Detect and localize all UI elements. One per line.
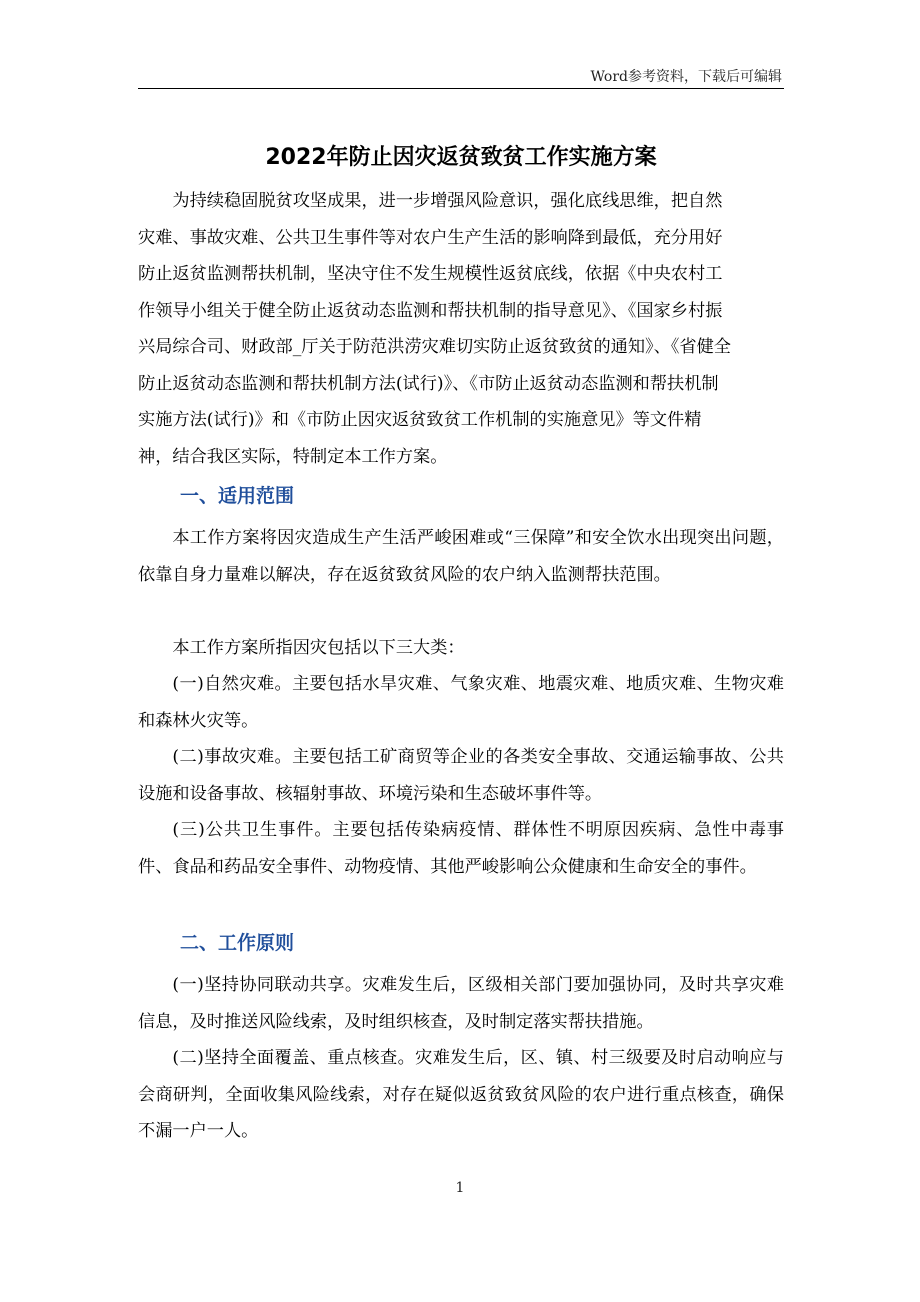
intro-paragraph xyxy=(138,183,784,475)
header-note: Word参考资料，下载后可编辑 xyxy=(590,69,782,85)
category-accident-disaster: (二)事故灾难。主要包括工矿商贸等企业的各类安全事故、交通运输事故、公共设施和设备事故、核辐射事故、环境污染和生态破坏事件等。 xyxy=(138,747,784,804)
intro-line: 作领导小组关于健全防止返贫动态监测和帮扶机制的指导意见》、《国家乡村振 xyxy=(138,300,723,321)
section-heading-scope: 一、适用范围 xyxy=(180,485,295,507)
category-natural-disaster: (一)自然灾难。主要包括水旱灾难、气象灾难、地震灾难、地质灾难、生物灾难和森林火灾等。 xyxy=(138,674,784,731)
intro-line: 防止返贫监测帮扶机制，坚决守住不发生规模性返贫底线，依据《中央农村工 xyxy=(138,264,723,284)
principle-full-coverage: (二)坚持全面覆盖、重点核查。灾难发生后，区、镇、村三级要及时启动响应与会商研判，全面收集风险线索，对存在疑似返贫致贫风险的农户进行重点核查，确保不漏一户一人。 xyxy=(138,1048,784,1141)
intro-line: 神，结合我区实际，特制定本工作方案。 xyxy=(138,446,448,467)
categories-intro: 本工作方案所指因灾包括以下三大类： xyxy=(172,638,465,658)
document-title: 2022年防止因灾返贫致贫工作实施方案 xyxy=(265,145,657,170)
intro-line: 为持续稳固脱贫攻坚成果，进一步增强风险意识，强化底线思维，把自然 xyxy=(172,191,723,211)
page-number: 1 xyxy=(455,1180,465,1196)
category-public-health: (三)公共卫生事件。主要包括传染病疫情、群体性不明原因疾病、急性中毒事件、食品和药品安全事件、动物疫情、其他严峻影响公众健康和生命安全的事件。 xyxy=(138,820,784,877)
intro-line: 兴局综合司、财政部_厅关于防范洪涝灾难切实防止返贫致贫的通知》、《省健全 xyxy=(138,337,731,357)
section-heading-principles: 二、工作原则 xyxy=(180,932,295,954)
header-divider xyxy=(138,88,784,89)
intro-line: 防止返贫动态监测和帮扶机制方法(试行)》、《市防止返贫动态监测和帮扶机制 xyxy=(138,373,719,394)
scope-paragraph: 本工作方案将因灾造成生产生活严峻困难或“三保障”和安全饮水出现突出问题，依靠自身力量难以解决，存在返贫致贫风险的农户纳入监测帮扶范围。 xyxy=(138,528,784,585)
intro-line: 实施方法(试行)》和《市防止因灾返贫致贫工作机制的实施意见》等文件精 xyxy=(138,410,702,430)
intro-line: 灾难、事故灾难、公共卫生事件等对农户生产生活的影响降到最低，充分用好 xyxy=(138,227,723,248)
principle-coordination: (一)坚持协同联动共享。灾难发生后，区级相关部门要加强协同，及时共享灾难信息，及时推送风险线索，及时组织核查，及时制定落实帮扶措施。 xyxy=(138,975,784,1032)
